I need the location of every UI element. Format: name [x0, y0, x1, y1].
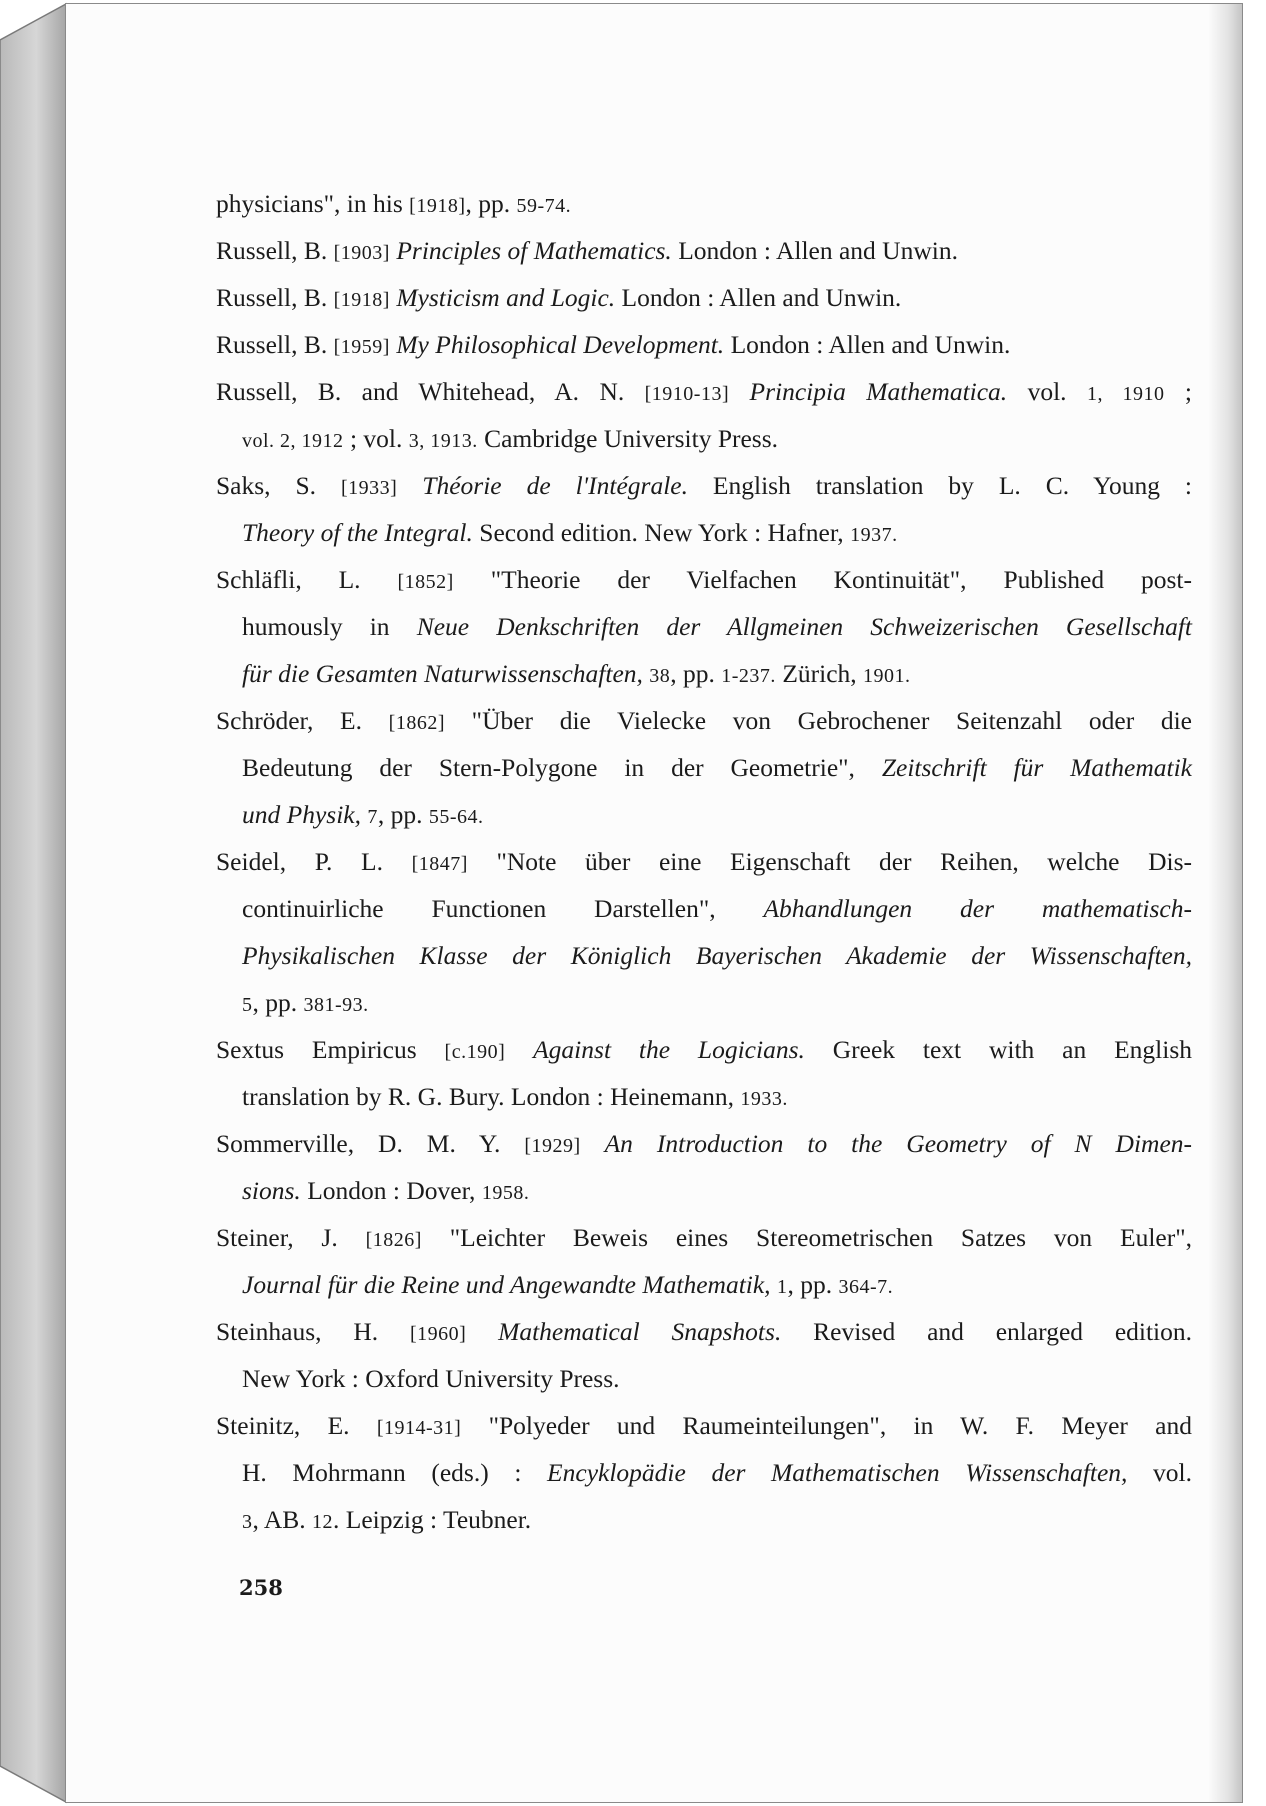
text-run: [581, 1129, 605, 1158]
numeral: 7: [367, 806, 378, 828]
numeral: 1: [776, 1276, 788, 1298]
numeral: 3: [242, 1511, 253, 1533]
text-run: , pp.: [252, 988, 304, 1017]
entry-line: [216, 1402, 1192, 1449]
text-run: "Polyeder und Raumeinteilungen", in W. F. Meyer and: [461, 1411, 1192, 1440]
bibliography-entry: [216, 1214, 1192, 1308]
entry-line: [216, 321, 1192, 368]
text-run: . Leipzig : Teubner.: [333, 1505, 532, 1534]
italic-title: Principles of Mathematics.: [396, 236, 672, 265]
text-run: "Note über eine Eigenschaft der Reihen, welche Dis-: [467, 847, 1192, 876]
numeral: 1937.: [850, 524, 898, 546]
page-number: 258: [239, 1575, 283, 1600]
entry-line: [216, 1496, 1192, 1543]
entry-line: [216, 1355, 1192, 1402]
text-run: Sextus Empiricus: [216, 1035, 445, 1064]
book-spine: [0, 0, 70, 1806]
entry-line: [216, 1308, 1192, 1355]
italic-title: Encyklopädie der Mathematischen Wissenschaften,: [547, 1458, 1128, 1487]
italic-title: Théorie de l'Intégrale.: [422, 471, 688, 500]
entry-line: [216, 932, 1192, 979]
text-run: vol.: [1127, 1458, 1192, 1487]
numeral: 381-93.: [303, 994, 369, 1016]
text-run: Cambridge University Press.: [477, 424, 779, 453]
entry-line: [216, 509, 1192, 556]
entry-line: [216, 885, 1192, 932]
italic-title: Zeitschrift für Mathematik: [881, 753, 1192, 782]
numeral: [1847]: [411, 853, 468, 875]
numeral: 1, 1910: [1086, 383, 1165, 405]
text-run: Zürich,: [775, 659, 864, 688]
numeral: [1914-31]: [376, 1417, 462, 1439]
italic-title: für die Gesamten Naturwissenschaften,: [242, 659, 643, 688]
bibliography-entry: [216, 368, 1192, 462]
entry-line: [216, 180, 1192, 227]
numeral: [1929]: [524, 1135, 581, 1157]
text-run: , pp.: [377, 800, 429, 829]
numeral: [1918]: [333, 289, 390, 311]
bibliography-entry: [216, 227, 1192, 274]
entry-line: [216, 556, 1192, 603]
italic-title: und Physik,: [242, 800, 361, 829]
numeral: [1959]: [333, 336, 390, 358]
text-run: Seidel, P. L.: [216, 847, 412, 876]
entry-line: [216, 1167, 1192, 1214]
entry-line: [216, 697, 1192, 744]
entry-line: [216, 650, 1192, 697]
text-run: continuirliche Functionen Darstellen",: [242, 894, 764, 923]
numeral: [c.190]: [444, 1041, 506, 1063]
text-run: English translation by L. C. Young :: [687, 471, 1193, 500]
book-page: [66, 4, 1242, 1802]
entry-line: [216, 1261, 1192, 1308]
text-run: London : Allen and Unwin.: [671, 236, 958, 265]
text-run: [729, 377, 749, 406]
bibliography-entry: [216, 1120, 1192, 1214]
bibliography-entry: [216, 180, 1192, 227]
bibliography-entry: [216, 1402, 1192, 1543]
text-run: translation by R. G. Bury. London : Heinemann,: [242, 1082, 741, 1111]
numeral: 1-237.: [721, 665, 776, 687]
bibliography-list: [216, 180, 1192, 1543]
text-run: H. Mohrmann (eds.) :: [242, 1458, 548, 1487]
text-run: Russell, B.: [216, 236, 334, 265]
numeral: 38: [649, 665, 671, 687]
italic-title: Abhandlungen der mathematisch-: [763, 894, 1192, 923]
entry-line: [216, 791, 1192, 838]
entry-line: [216, 1026, 1192, 1073]
entry-line: [216, 603, 1192, 650]
text-run: [397, 471, 422, 500]
italic-title: Against the Logicians.: [533, 1035, 805, 1064]
entry-line: [216, 368, 1192, 415]
text-run: Bedeutung der Stern-Polygone in der Geometrie",: [242, 753, 882, 782]
entry-line: [216, 462, 1192, 509]
text-run: Schläfli, L.: [216, 565, 398, 594]
entry-line: [216, 838, 1192, 885]
numeral: [1903]: [333, 242, 390, 264]
text-run: "Theorie der Vielfachen Kontinuität", Published post-: [453, 565, 1192, 594]
text-run: Russell, B.: [216, 330, 334, 359]
text-run: "Über die Vielecke von Gebrochener Seitenzahl oder die: [445, 706, 1192, 735]
text-run: Steinitz, E.: [216, 1411, 377, 1440]
numeral: 1901.: [863, 665, 911, 687]
entry-line: [216, 744, 1192, 791]
italic-title: An Introduction to the Geometry of N Dimen-: [604, 1129, 1192, 1158]
entry-line: [216, 1214, 1192, 1261]
text-run: Second edition. New York : Hafner,: [472, 518, 851, 547]
text-run: , AB.: [252, 1505, 313, 1534]
italic-title: Journal für die Reine und Angewandte Mathematik,: [242, 1270, 771, 1299]
text-run: London : Allen and Unwin.: [615, 283, 902, 312]
bibliography-entry: [216, 1308, 1192, 1402]
numeral: [1910-13]: [644, 383, 730, 405]
bibliography-entry: [216, 697, 1192, 838]
italic-title: Principia Mathematica.: [749, 377, 1008, 406]
bibliography-entry: [216, 838, 1192, 1026]
numeral: 1958.: [481, 1182, 530, 1204]
numeral: [1933]: [341, 477, 398, 499]
text-run: Greek text with an English: [804, 1035, 1193, 1064]
numeral: 5: [242, 994, 253, 1016]
numeral: [1918]: [409, 195, 466, 217]
page-edge-shadow: [1208, 4, 1242, 1802]
text-run: vol.: [1007, 377, 1087, 406]
text-run: London : Dover,: [300, 1176, 482, 1205]
italic-title: Neue Denkschriften der Allgmeinen Schweizerischen Gesellschaft: [416, 612, 1192, 641]
text-run: , pp.: [787, 1270, 839, 1299]
entry-line: [216, 979, 1192, 1026]
text-run: physicians", in his: [216, 189, 410, 218]
italic-title: Theory of the Integral.: [242, 518, 473, 547]
text-run: Russell, B. and Whitehead, A. N.: [216, 377, 645, 406]
entry-line: [216, 1449, 1192, 1496]
text-run: Schröder, E.: [216, 706, 389, 735]
numeral: vol. 2, 1912: [242, 430, 344, 452]
entry-line: [216, 415, 1192, 462]
text-run: ;: [1164, 377, 1192, 406]
text-run: , pp.: [670, 659, 722, 688]
entry-line: [216, 1073, 1192, 1120]
italic-title: Mysticism and Logic.: [396, 283, 616, 312]
text-run: Revised and enlarged edition.: [781, 1317, 1193, 1346]
numeral: 12: [312, 1511, 334, 1533]
text-run: Steinhaus, H.: [216, 1317, 410, 1346]
numeral: 3, 1913.: [408, 430, 478, 452]
text-run: Sommerville, D. M. Y.: [216, 1129, 525, 1158]
numeral: 55-64.: [428, 806, 484, 828]
bibliography-entry: [216, 274, 1192, 321]
bibliography-entry: [216, 462, 1192, 556]
bibliography-entry: [216, 1026, 1192, 1120]
text-run: [505, 1035, 533, 1064]
text-run: London : Allen and Unwin.: [724, 330, 1011, 359]
numeral: [1862]: [388, 712, 445, 734]
text-run: humously in: [242, 612, 417, 641]
entry-line: [216, 274, 1192, 321]
text-run: Saks, S.: [216, 471, 342, 500]
text-run: New York : Oxford University Press.: [242, 1364, 620, 1393]
italic-title: Mathematical Snapshots.: [498, 1317, 782, 1346]
text-run: "Leichter Beweis eines Stereometrischen Satzes von Euler",: [421, 1223, 1192, 1252]
text-run: ; vol.: [343, 424, 409, 453]
numeral: [1960]: [409, 1323, 467, 1345]
bibliography-entry: [216, 321, 1192, 368]
text-run: Russell, B.: [216, 283, 334, 312]
entry-line: [216, 1120, 1192, 1167]
text-run: , pp.: [465, 189, 517, 218]
bibliography-entry: [216, 556, 1192, 697]
numeral: [1852]: [397, 571, 454, 593]
entry-line: [216, 227, 1192, 274]
italic-title: My Philosophical Development.: [396, 330, 725, 359]
italic-title: sions.: [242, 1176, 301, 1205]
numeral: 59-74.: [516, 195, 572, 217]
numeral: [1826]: [365, 1229, 422, 1251]
text-run: Steiner, J.: [216, 1223, 366, 1252]
italic-title: Physikalischen Klasse der Königlich Bayerischen Akademie der Wissenschaften,: [242, 941, 1192, 970]
numeral: 1933.: [740, 1088, 788, 1110]
numeral: 364-7.: [838, 1276, 894, 1298]
text-run: [466, 1317, 498, 1346]
